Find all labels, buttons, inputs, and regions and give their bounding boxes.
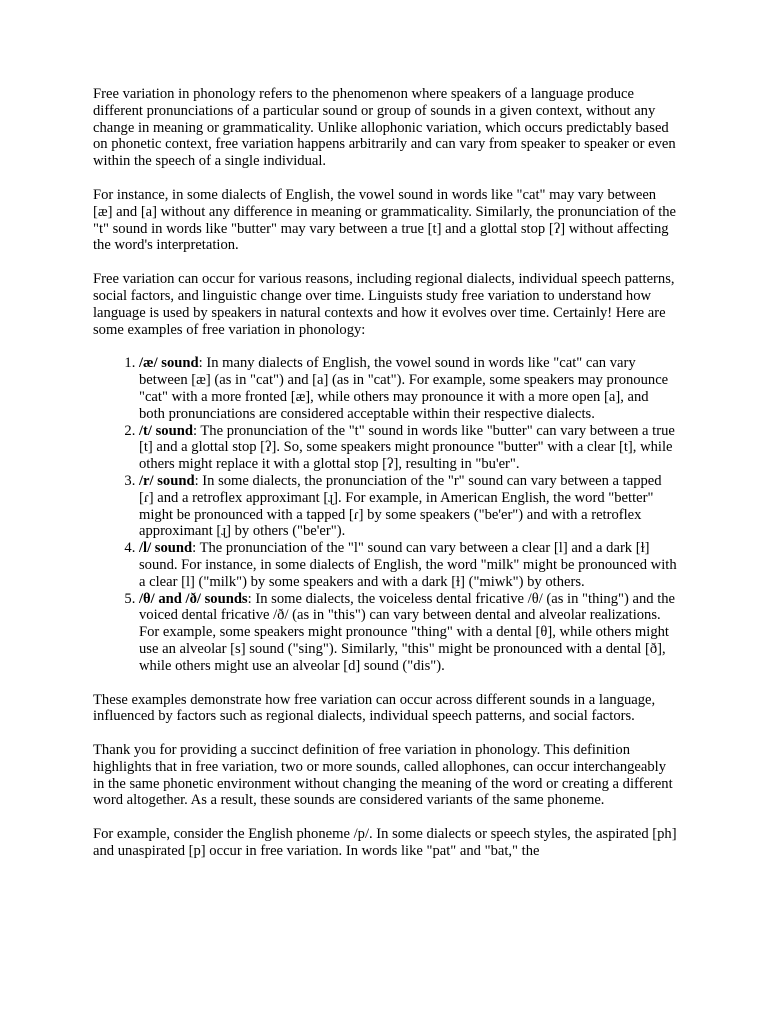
list-item-term: /æ/ sound [139,355,199,372]
document-body [93,86,678,877]
list-item-term: /t/ sound [139,422,193,439]
list-item [139,540,678,590]
paragraph-definition: Thank you for providing a succinct definition of free variation in phonology. This definition highlights that in free variation, two or more sounds, called allophones, can occur interchangeably in the same phonetic environment without changing the meaning of the word or creating a different word altogether. As a result, these sounds are considered variants of the same phoneme. [93,742,673,809]
list-item [139,473,678,540]
list-item-text: : In some dialects, the voiceless dental fricative /θ/ (as in "thing") and the voiced dental fricative /ð/ (as in "this") can vary between dental and alveolar realizations. For example, some speakers might pronounce "thing" with a dental [θ], while others might use an alveolar [s] sound ("sing"). Similarly, "this" might be pronounced with a dental [ð], while others might use an alveolar [d] sound ("dis"). [139,590,676,674]
paragraph-instance: For instance, in some dialects of English, the vowel sound in words like "cat" may vary between [æ] and [a] without any difference in meaning or grammaticality. Similarly, the pronunciation of the "t" sound in words like "butter" may vary between a true [t] and a glottal stop [ʔ] without affecting the word's interpretation. [93,186,677,254]
list-item-term: /r/ sound [139,472,195,489]
list-item [139,591,678,675]
list-item-text: : The pronunciation of the "t" sound in words like "butter" can vary between a true [t] and a glottal stop [ʔ]. So, some speakers might pronounce "butter" with a clear [t], while others might replace it with a glottal stop [ʔ], resulting in "bu'er". [139,422,675,473]
examples-list [93,355,678,674]
paragraph-example-p: For example, consider the English phoneme /p/. In some dialects or speech styles, the aspirated [ph] and unaspirated [p] occur in free variation. In words like "pat" and "bat," the [93,826,677,860]
list-item-text: : The pronunciation of the "l" sound can vary between a clear [l] and a dark [ɫ] sound. For instance, in some dialects of English, the word "milk" might be pronounced with a clear [l] ("milk") by some speakers and with a dark [ɫ] ("miwk") by others. [139,540,677,590]
list-item [139,423,678,473]
paragraph-reasons: Free variation can occur for various reasons, including regional dialects, individual speech patterns, social factors, and linguistic change over time. Linguists study free variation to understand how language is used by speakers in natural contexts and how it evolves over time. Certainly! Here are some examples of free variation in phonology: [93,271,675,338]
paragraph-intro: Free variation in phonology refers to the phenomenon where speakers of a language produce different pronunciations of a particular sound or group of sounds in a given context, without any change in meaning or grammaticality. Unlike allophonic variation, which occurs predictably based on phonetic context, free variation happens arbitrarily and can vary from speaker to speaker or even within the speech of a single individual. [93,86,676,170]
list-item [139,355,678,422]
list-item-term: /l/ sound [139,540,193,557]
paragraph-summary: These examples demonstrate how free variation can occur across different sounds in a language, influenced by factors such as regional dialects, individual speech patterns, and social factors. [93,691,656,725]
list-item-text: : In some dialects, the pronunciation of the "r" sound can vary between a tapped [ɾ] and a retroflex approximant [ɻ]. For example, in American English, the word "better" might be pronounced with a tapped [ɾ] by some speakers ("be'er") and with a retroflex approximant [ɻ] by others ("be'er"). [139,472,662,540]
list-item-text: : In many dialects of English, the vowel sound in words like "cat" can vary between [æ] (as in "cat") and [a] (as in "cat"). For example, some speakers may pronounce "cat" with a more fronted [æ], while others may pronounce it with a more open [a], and both pronunciations are considered acceptable within their respective dialects. [139,355,669,422]
list-item-term: /θ/ and /ð/ sounds [139,590,248,607]
